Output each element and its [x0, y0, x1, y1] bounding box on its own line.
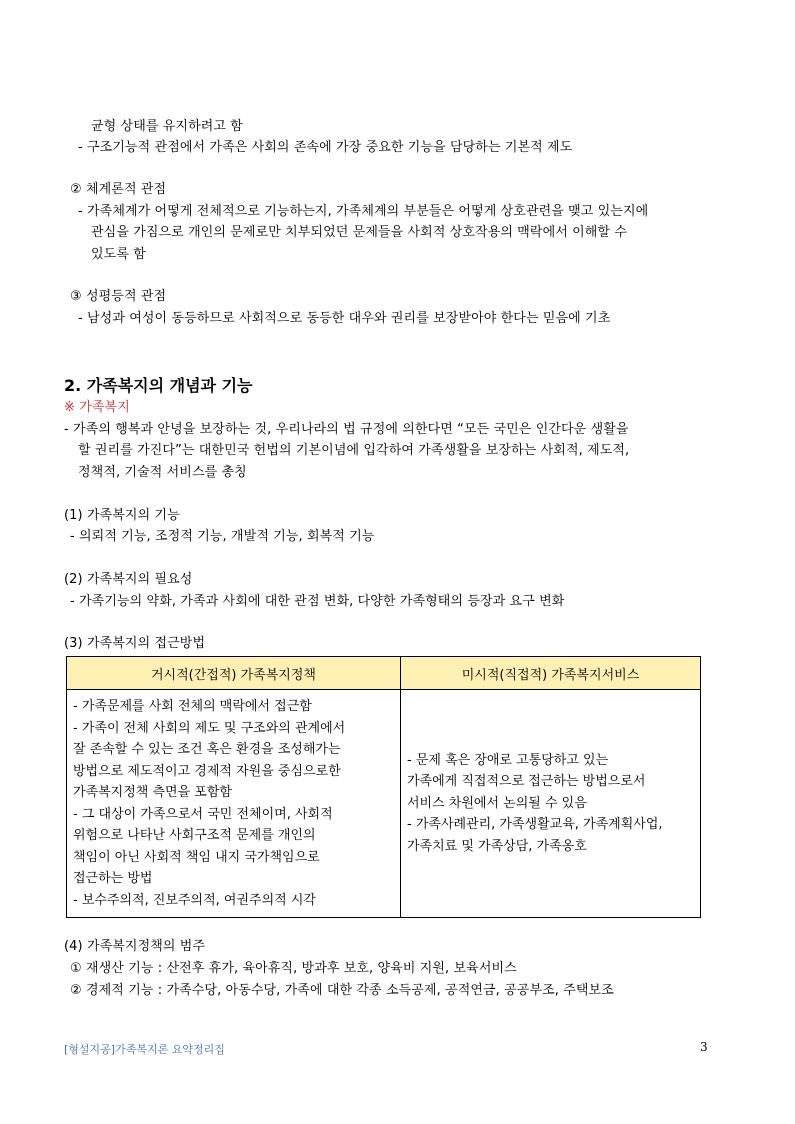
- definition-line-1: - 가족의 행복과 안녕을 보장하는 것, 우리나라의 법 규정에 의한다면 “모든 국민은 인간다운 생활을: [64, 422, 629, 437]
- macro-policy-header: 거시적(간접적) 가족복지정책: [67, 657, 401, 690]
- systems-perspective-line-2: 관심을 가짐으로 개인의 문제로만 치부되었던 문제들을 사회적 상호작용의 맥락에서 이해할 수: [91, 225, 627, 240]
- micro-service-line: 가족치료 및 가족상담, 가족옹호: [407, 838, 587, 854]
- policy-category-title: (4) 가족복지정책의 범주: [64, 939, 206, 954]
- intro-continuation-line: 균형 상태를 유지하려고 함: [91, 119, 243, 134]
- systems-perspective-line-3: 있도록 함: [91, 247, 146, 262]
- functions-line: - 의뢰적 기능, 조정적 기능, 개발적 기능, 회복적 기능: [70, 529, 375, 544]
- gender-equality-line: - 남성과 여성이 동등하므로 사회적으로 동등한 대우와 권리를 보장받아야 한다는 믿음에 기초: [78, 311, 611, 326]
- micro-service-line: - 문제 혹은 장애로 고통당하고 있는: [407, 752, 609, 768]
- macro-policy-line: 잘 존속할 수 있는 조건 혹은 환경을 조성해가는: [73, 742, 341, 757]
- definition-line-3: 정책적, 기술적 서비스를 총칭: [78, 465, 247, 480]
- macro-policy-line: 책임이 아닌 사회적 책임 내지 국가책임으로: [73, 849, 320, 865]
- macro-policy-line: 방법으로 제도적이고 경제적 자원을 중심으로한: [73, 763, 341, 779]
- family-welfare-note: ※ 가족복지: [64, 400, 130, 415]
- footer-title: [형설지공]가족복지론 요약정리집: [64, 1043, 225, 1056]
- definition-line-2: 할 권리를 가진다”는 대한민국 헌법의 기본이념에 입각하여 가족생활을 보장하는 사회적, 제도적,: [78, 443, 630, 458]
- macro-policy-line: - 가족이 전체 사회의 제도 및 구조와의 관계에서: [73, 720, 346, 736]
- necessity-title: (2) 가족복지의 필요성: [64, 572, 193, 587]
- micro-service-header: 미시적(직접적) 가족복지서비스: [401, 657, 701, 690]
- section-2-heading: 2. 가족복지의 개념과 기능: [64, 376, 253, 395]
- micro-service-cell: [401, 690, 701, 918]
- macro-policy-line: - 그 대상이 가족으로서 국민 전체이며, 사회적: [73, 806, 333, 822]
- micro-service-line: 서비스 차원에서 논의될 수 있음: [407, 795, 587, 811]
- micro-service-line: - 가족사례관리, 가족생활교육, 가족계획사업,: [407, 817, 663, 833]
- macro-policy-line: 위험으로 나타난 사회구조적 문제를 개인의: [73, 828, 316, 843]
- gender-equality-title: ③ 성평등적 관점: [70, 289, 167, 304]
- macro-policy-line: - 가족문제를 사회 전체의 맥락에서 접근함: [73, 699, 312, 714]
- reproduction-function-line: ① 재생산 기능 : 산전후 휴가, 육아휴직, 방과후 보호, 양육비 지원, 보육서비스: [70, 961, 517, 976]
- necessity-line: - 가족기능의 약화, 가족과 사회에 대한 관점 변화, 다양한 가족형태의 등장과 요구 변화: [70, 594, 565, 609]
- systems-perspective-title: ② 체계론적 관점: [70, 182, 167, 197]
- systems-perspective-line-1: - 가족체계가 어떻게 전체적으로 기능하는지, 가족체계의 부분들은 어떻게 상호관련을 맺고 있는지에: [78, 204, 649, 219]
- macro-policy-line: - 보수주의적, 진보주의적, 여권주의적 시각: [73, 892, 316, 908]
- approach-table-body-row: [67, 690, 701, 918]
- page-number: 3: [700, 1040, 708, 1054]
- approach-table: [66, 656, 701, 918]
- economic-function-line: ② 경제적 기능 : 가족수당, 아동수당, 가족에 대한 각종 소득공제, 공적연금, 공공부조, 주택보조: [70, 983, 614, 998]
- structural-functional-line: - 구조기능적 관점에서 가족은 사회의 존속에 가장 중요한 기능을 담당하는 기본적 제도: [78, 140, 573, 155]
- macro-policy-cell: [67, 690, 401, 918]
- approach-table-header-row: [67, 657, 701, 690]
- macro-policy-line: 접근하는 방법: [73, 871, 153, 886]
- micro-service-line: 가족에게 직접적으로 접근하는 방법으로서: [407, 774, 646, 790]
- approach-title: (3) 가족복지의 접근방법: [64, 636, 206, 651]
- functions-title: (1) 가족복지의 기능: [64, 508, 180, 523]
- macro-policy-line: 가족복지정책 측면을 포함함: [73, 785, 232, 800]
